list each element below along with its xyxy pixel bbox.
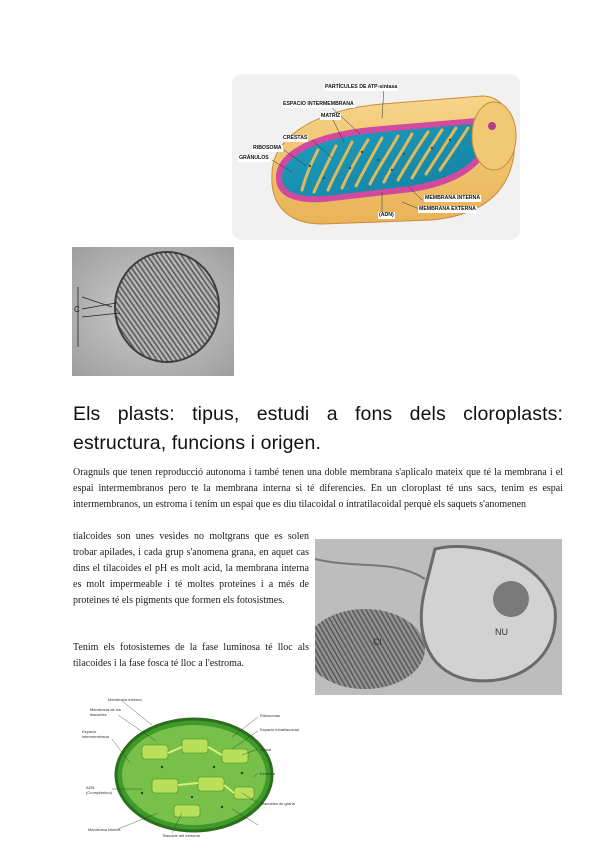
page-title: Els plasts: tipus, estudi a fons dels cloroplasts: estructura, funcions i origen.: [73, 403, 563, 454]
mitochondrion-illustration: [232, 74, 520, 240]
micrograph-label-c: C: [74, 305, 80, 314]
body-paragraph-2: tialcoides son unes vesides no moltgrans que es solen trobar apilades, i cada grup s'anomena grana, en aquet cas dins el tilacoides el pH es molt acid, la membrana interna es molt impermeable i té moltes proteines i a més de proteines té els pigments que formen els fotosistmes.: [73, 531, 309, 606]
label-cristae: CRESTAS: [283, 135, 308, 141]
label-atp-synthase: PARTÍCULES DE ATP-sintasa: [325, 84, 398, 90]
label-outer-membrane: MEMBRANA EXTERNA: [419, 206, 476, 212]
label-inner-membrane: MEMBRANA INTERNA: [425, 195, 481, 201]
chloroplast-micrograph: [315, 539, 562, 695]
chloro-label-dna: ADN (Cromplástico): [86, 785, 113, 795]
micrograph-label-cl: Cl: [373, 637, 382, 647]
body-paragraph-1: Oragnuls que tenen reproducció autonoma i també tenen una doble membrana s'aplicalo mateix que té la membrana i el espai intermembranos pero te la membrana interna si té diferencies. En un cloroplast té uns sacs, tenim es espai intermembranos, un estroma i tenim un espai que es diu tilacoidal o intratilacoidal perquè els saquets s'anomenen: [73, 467, 563, 510]
mitochondrion-micrograph: [72, 247, 234, 376]
chloro-label-outer-membrane: Membrana externa: [108, 697, 142, 702]
chloro-label-intermembrane-space: Espacio intermembrana: [82, 729, 109, 739]
mitochondrion-figure: [232, 74, 520, 240]
body-paragraph-3: Tenim els fotosistemes de la fase luminosa té lloc als tilacoides i la fase fosca té lloc a l'estroma.: [73, 642, 309, 669]
chloro-label-thylakoid-membrane: Membrana de los tilacoides: [90, 707, 121, 717]
label-intermembrane-space: ESPACIO INTERMEMBRANA: [283, 101, 354, 107]
label-matrix: MATRIZ: [321, 113, 341, 119]
label-ribosome: RIBOSOMA: [253, 145, 282, 151]
chloro-label-intrathylakoid-space: Espacio intratilacoidal: [260, 727, 299, 732]
micrograph-label-nu: NU: [495, 627, 508, 637]
chloro-label-grana: Grana: [260, 747, 272, 752]
chloroplast-diagram: [82, 693, 308, 841]
chloro-label-ribosomes: Ribosomas: [260, 713, 281, 718]
chloro-label-stroma-thylakoid: Tilacoide del estroma: [162, 833, 200, 838]
chloro-label-stroma: Estroma: [260, 771, 275, 776]
chloro-label-grana-thylakoids: Tilacoides de grana: [260, 801, 295, 806]
label-granules: GRÁNULOS: [239, 155, 269, 161]
chloro-label-inner-membrane: Membrana interna: [88, 827, 121, 832]
label-dna: (ADN): [379, 212, 394, 218]
